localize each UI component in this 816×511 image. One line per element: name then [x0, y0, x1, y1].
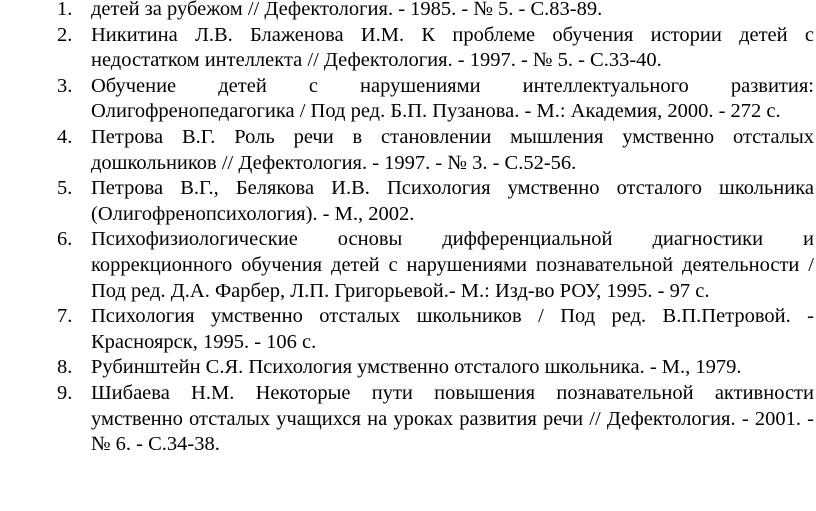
reference-item: [57, 74, 814, 125]
reference-number: 3.: [57, 74, 73, 97]
reference-item: [57, 125, 814, 176]
reference-number: 2.: [57, 23, 73, 46]
reference-text: Шибаева Н.М. Некоторые пути повышения познавательной активности умственно отсталых учащихся на уроках развития речи // Дефектология. - 2001. - № 6. - С.34-38.: [91, 381, 814, 456]
reference-number: 5.: [57, 177, 73, 200]
reference-text: Обучение детей с нарушениями интеллектуального развития: Олигофренопедагогика / Под ред. Б.П. Пузанова. - М.: Академия, 2000. - 272 с.: [91, 74, 814, 123]
reference-text: Петрова В.Г. Роль речи в становлении мышления умственно отсталых дошкольников // Дефектология. - 1997. - № 3. - С.52-56.: [91, 125, 814, 174]
reference-number: 9.: [57, 381, 73, 404]
reference-text: детей за рубежом // Дефектология. - 1985. - № 5. - С.83-89.: [91, 0, 603, 20]
reference-number: 1.: [57, 0, 73, 20]
reference-number: 8.: [57, 356, 73, 379]
reference-text: Психофизиологические основы дифференциальной диагностики и коррекционного обучения детей с нарушениями познавательной деятельности / Под ред. Д.А. Фарбер, Л.П. Григорьевой.- М.: Изд-во РОУ, 1995. - 97 с.: [91, 228, 814, 302]
reference-text: Психология умственно отсталых школьников / Под ред. В.П.Петровой. - Красноярск, 1995. - 106 с.: [91, 305, 814, 353]
reference-text: Петрова В.Г., Белякова И.В. Психология умственно отсталого школьника (Олигофренопсихология). - М., 2002.: [91, 177, 814, 225]
reference-text: Никитина Л.В. Блаженова И.М. К проблеме обучения истории детей с недостатком интеллекта // Дефектология. - 1997. - № 5. - С.33-40.: [91, 23, 814, 72]
reference-item: [57, 0, 814, 23]
reference-item: [57, 23, 814, 74]
reference-item: [57, 227, 814, 304]
reference-item: [57, 176, 814, 227]
reference-item: [57, 304, 814, 355]
reference-number: 6.: [57, 228, 73, 251]
reference-item: [57, 355, 814, 381]
reference-text: Рубинштейн С.Я. Психология умственно отсталого школьника. - М., 1979.: [91, 356, 742, 379]
reference-item: [57, 381, 814, 458]
reference-number: 7.: [57, 305, 73, 328]
reference-list: [57, 0, 814, 458]
reference-number: 4.: [57, 125, 73, 148]
